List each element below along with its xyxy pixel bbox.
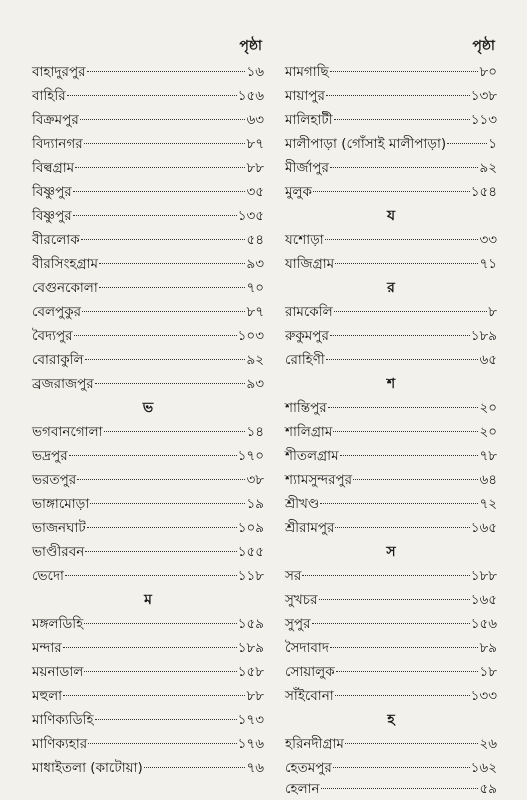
entry-name: ভদ্রপুর <box>32 448 68 464</box>
entry-page: ৫৪ <box>246 232 264 248</box>
entry-name: সোয়ালুক <box>285 664 335 680</box>
dot-leader <box>84 623 236 624</box>
dot-leader <box>73 191 246 192</box>
entry-name: বাহিরি <box>32 88 66 104</box>
entry-page: ৩৮ <box>246 472 264 488</box>
index-entry <box>32 375 264 393</box>
entry-name: সর <box>285 568 302 584</box>
entry-page: ১ <box>488 136 497 152</box>
entry-name: শান্তিপুর <box>285 400 327 416</box>
dot-leader <box>95 383 246 384</box>
index-entry <box>32 639 264 657</box>
dot-leader <box>87 71 246 72</box>
entry-page: ৮ <box>488 304 497 320</box>
index-entry <box>285 351 497 369</box>
entry-name: মুলুক <box>285 184 312 200</box>
dot-leader <box>335 695 470 696</box>
index-entry <box>285 159 497 177</box>
entry-page: ৮৮ <box>246 688 264 704</box>
index-entry <box>285 687 497 705</box>
index-entry <box>285 327 497 345</box>
index-entry <box>285 663 497 681</box>
index-entry <box>285 87 497 105</box>
entry-name: যশোড়া <box>285 232 324 248</box>
dot-leader <box>330 647 479 648</box>
entry-page: ১৫৫ <box>237 544 264 560</box>
index-entry <box>32 327 264 345</box>
index-entry <box>285 447 497 465</box>
section-letter: স <box>386 544 396 560</box>
entry-name: ভেদো <box>32 568 64 584</box>
index-entry <box>32 567 264 585</box>
entry-page: ৯৩ <box>246 256 264 272</box>
dot-leader <box>82 311 245 312</box>
dot-leader <box>312 623 470 624</box>
section-letter: ম <box>144 592 152 608</box>
page-column-header: পৃষ্ঠা <box>239 38 262 54</box>
dot-leader <box>80 119 246 120</box>
entry-page: ৯৩ <box>246 376 264 392</box>
dot-leader <box>325 239 479 240</box>
entry-page: ৭০ <box>246 280 264 296</box>
index-entry <box>32 255 264 273</box>
dot-leader <box>73 215 237 216</box>
entry-page: ২০ <box>479 400 497 416</box>
dot-leader <box>67 95 237 96</box>
entry-page: ৮৯ <box>479 640 497 656</box>
entry-name: ভরতপুর <box>32 472 77 488</box>
entry-name: মাণিক্যডিহি <box>32 712 94 728</box>
entry-name: মালিহাটী <box>285 112 333 128</box>
entry-name: শালিগ্রাম <box>285 424 333 440</box>
entry-page: ১০৯ <box>237 520 264 536</box>
index-entry <box>32 279 264 297</box>
index-entry <box>285 735 497 753</box>
entry-name: বিষ্ণুপুর <box>32 208 72 224</box>
index-entry <box>285 63 497 81</box>
entry-page: ৫৯ <box>479 781 497 797</box>
dot-leader <box>104 431 246 432</box>
dot-leader <box>74 335 237 336</box>
dot-leader <box>320 503 478 504</box>
dot-leader <box>330 335 470 336</box>
index-entry <box>32 159 264 177</box>
entry-name: বোরাকুলি <box>32 352 84 368</box>
entry-name: সাঁইবোনা <box>285 688 334 704</box>
index-entry <box>32 183 264 201</box>
index-entry <box>285 759 497 777</box>
dot-leader <box>345 743 479 744</box>
entry-page: ১০৩ <box>237 328 264 344</box>
entry-page: ৩৩ <box>479 232 497 248</box>
dot-leader <box>333 431 478 432</box>
entry-name: মাধাইতলা (কাটোয়া) <box>32 760 143 776</box>
entry-page: ২০ <box>479 424 497 440</box>
index-entry <box>285 231 497 249</box>
dot-leader <box>99 263 245 264</box>
dot-leader <box>330 167 479 168</box>
entry-page: ১৬ <box>246 64 264 80</box>
entry-name: মামগাছি <box>285 64 329 80</box>
entry-name: হেতমপুর <box>285 760 332 776</box>
dot-leader <box>81 239 246 240</box>
entry-name: রামকেলি <box>285 304 333 320</box>
entry-name: বিল্বগ্রাম <box>32 160 75 176</box>
section-letter: ভ <box>142 400 154 416</box>
entry-page: ১৫৪ <box>470 184 497 200</box>
entry-page: ১৫৮ <box>237 664 264 680</box>
dot-leader <box>77 479 245 480</box>
dot-leader <box>335 263 478 264</box>
entry-page: ১৩৮ <box>470 88 497 104</box>
entry-name: ভাঙ্গামোড়া <box>32 496 90 512</box>
index-entry <box>32 471 264 489</box>
entry-page: ৮০ <box>479 64 497 80</box>
index-entry <box>32 663 264 681</box>
dot-leader <box>326 359 479 360</box>
dot-leader <box>87 527 237 528</box>
entry-name: ব্রজরাজপুর <box>32 376 94 392</box>
index-entry <box>32 135 264 153</box>
index-entry <box>285 255 497 273</box>
dot-leader <box>328 407 479 408</box>
index-entry <box>285 780 497 798</box>
section-letter: শ <box>386 376 396 392</box>
entry-name: বীরসিংহগ্রাম <box>32 256 99 272</box>
index-entry <box>32 423 264 441</box>
dot-leader <box>335 527 469 528</box>
entry-name: মায়াপুর <box>285 88 325 104</box>
entry-page: ৭১ <box>479 256 497 272</box>
dot-leader <box>144 767 246 768</box>
index-entry <box>285 399 497 417</box>
entry-page: ২৬ <box>479 736 497 752</box>
dot-leader <box>65 575 237 576</box>
entry-name: শীতলগ্রাম <box>285 448 339 464</box>
index-entry <box>285 423 497 441</box>
index-entry <box>285 183 497 201</box>
index-entry <box>285 519 497 537</box>
entry-page: ১৭০ <box>237 448 264 464</box>
index-entry <box>32 111 264 129</box>
entry-page: ১১৮ <box>237 568 264 584</box>
index-entry <box>32 63 264 81</box>
index-entry <box>32 495 264 513</box>
index-entry <box>32 447 264 465</box>
dot-leader <box>63 647 237 648</box>
dot-leader <box>319 599 470 600</box>
dot-leader <box>326 95 470 96</box>
index-entry <box>32 543 264 561</box>
index-entry <box>285 471 497 489</box>
entry-page: ৮৮ <box>246 160 264 176</box>
entry-page: ৭৮ <box>479 448 497 464</box>
entry-name: হেলান <box>285 781 320 797</box>
entry-name: রোহিণী <box>285 352 325 368</box>
entry-name: বেলপুকুর <box>32 304 82 320</box>
index-entry <box>32 759 264 777</box>
dot-leader <box>340 455 479 456</box>
entry-page: ১৬৫ <box>470 592 497 608</box>
entry-page: ৬৫ <box>479 352 497 368</box>
entry-name: শ্যামসুন্দরপুর <box>285 472 353 488</box>
entry-page: ১৭৬ <box>237 736 264 752</box>
entry-name: সুখচর <box>285 592 318 608</box>
index-entry <box>285 111 497 129</box>
index-entry <box>285 639 497 657</box>
entry-name: মঙ্গলডিহি <box>32 616 84 632</box>
entry-name: মাণিক্যহার <box>32 736 88 752</box>
entry-page: ১৪ <box>246 424 264 440</box>
entry-name: বাহাদুরপুর <box>32 64 86 80</box>
entry-name: সৈদাবাদ <box>285 640 329 656</box>
index-entry <box>32 519 264 537</box>
page-column-header: পৃষ্ঠা <box>472 38 495 54</box>
entry-name: মালীপাড়া (গোঁসাই মালীপাড়া) <box>285 136 447 152</box>
index-entry <box>32 231 264 249</box>
dot-leader <box>334 119 470 120</box>
index-entry <box>285 591 497 609</box>
entry-name: হরিনদীগ্রাম <box>285 736 344 752</box>
index-entry <box>32 735 264 753</box>
entry-name: রুকুমপুর <box>285 328 329 344</box>
dot-leader <box>302 575 469 576</box>
entry-page: ১৫৬ <box>237 88 264 104</box>
entry-page: ৮৭ <box>246 136 264 152</box>
entry-page: ১৮৯ <box>470 328 497 344</box>
dot-leader <box>353 479 478 480</box>
dot-leader <box>321 788 479 789</box>
section-letter: য <box>386 208 396 224</box>
dot-leader <box>63 695 245 696</box>
entry-page: ১১৩ <box>470 112 497 128</box>
entry-page: ৬৩ <box>246 112 264 128</box>
dot-leader <box>99 287 246 288</box>
entry-page: ১৮৯ <box>237 640 264 656</box>
entry-page: ১৬২ <box>470 760 497 776</box>
entry-page: ৩৫ <box>246 184 264 200</box>
entry-name: শ্রীখণ্ড <box>285 496 320 512</box>
entry-name: বৈদ্যপুর <box>32 328 73 344</box>
entry-page: ১৫৬ <box>470 616 497 632</box>
index-entry <box>285 615 497 633</box>
entry-name: ভাজনঘাট <box>32 520 86 536</box>
dot-leader <box>313 191 470 192</box>
index-entry <box>32 303 264 321</box>
entry-name: ময়নাডাল <box>32 664 84 680</box>
dot-leader <box>85 359 246 360</box>
dot-leader <box>336 671 479 672</box>
dot-leader <box>334 311 488 312</box>
dot-leader <box>84 671 236 672</box>
dot-leader <box>95 719 237 720</box>
dot-leader <box>447 143 487 144</box>
entry-page: ১৬৫ <box>470 520 497 536</box>
entry-name: সুপুর <box>285 616 311 632</box>
index-entry <box>32 615 264 633</box>
entry-name: বিষ্ণুপুর <box>32 184 72 200</box>
dot-leader <box>69 455 237 456</box>
entry-name: বীরলোক <box>32 232 80 248</box>
dot-leader <box>85 551 236 552</box>
entry-name: মহুলা <box>32 688 63 704</box>
index-entry <box>32 207 264 225</box>
entry-page: ১৩৩ <box>470 688 497 704</box>
index-entry <box>32 687 264 705</box>
entry-name: ভগবানগোলা <box>32 424 103 440</box>
entry-page: ৭৬ <box>246 760 264 776</box>
index-entry <box>32 711 264 729</box>
entry-name: যাজিগ্রাম <box>285 256 335 272</box>
entry-page: ১৮৮ <box>470 568 497 584</box>
entry-name: মন্দার <box>32 640 62 656</box>
entry-name: বেগুনকোলা <box>32 280 98 296</box>
entry-page: ৯২ <box>246 352 264 368</box>
index-entry <box>32 87 264 105</box>
index-entry <box>285 135 497 153</box>
dot-leader <box>88 743 236 744</box>
section-letter: হ <box>387 712 395 728</box>
entry-page: ৯২ <box>479 160 497 176</box>
entry-page: ১৫৯ <box>237 616 264 632</box>
index-entry <box>285 303 497 321</box>
index-entry <box>285 495 497 513</box>
dot-leader <box>333 767 470 768</box>
entry-page: ১৭৩ <box>237 712 264 728</box>
entry-name: ভাণ্ডীরবন <box>32 544 85 560</box>
entry-name: মীর্জাপুর <box>285 160 329 176</box>
entry-page: ৮৭ <box>246 304 264 320</box>
dot-leader <box>84 143 246 144</box>
section-letter: র <box>387 280 395 296</box>
dot-leader <box>75 167 245 168</box>
index-entry <box>32 351 264 369</box>
entry-page: ১৩৫ <box>237 208 264 224</box>
entry-name: শ্রীরামপুর <box>285 520 335 536</box>
entry-page: ১৯ <box>246 496 264 512</box>
dot-leader <box>90 503 245 504</box>
entry-page: ৭২ <box>479 496 497 512</box>
entry-page: ১৮ <box>479 664 497 680</box>
dot-leader <box>330 71 479 72</box>
entry-name: বিদ্যানগর <box>32 136 83 152</box>
index-entry <box>285 567 497 585</box>
entry-name: বিক্রমপুর <box>32 112 79 128</box>
entry-page: ৬৪ <box>479 472 497 488</box>
